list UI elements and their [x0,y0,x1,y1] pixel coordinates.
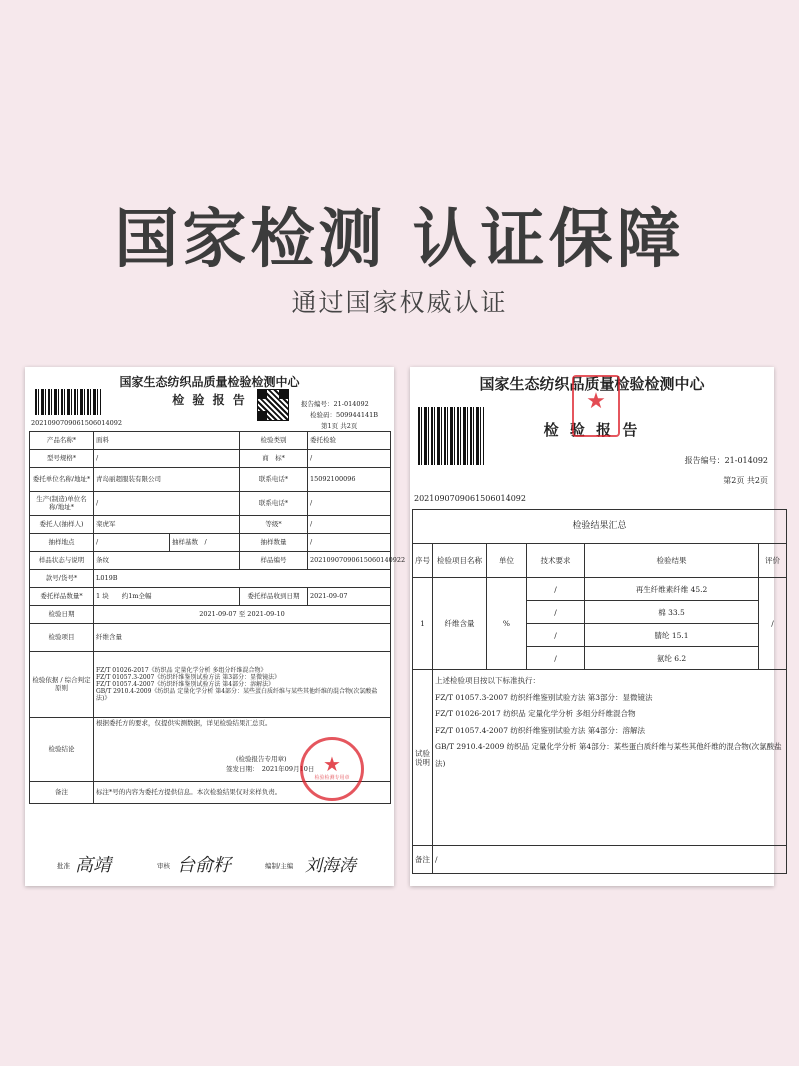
cell-value: / [308,516,391,534]
report1-report-no: 报告编号：21-014092 [301,400,369,408]
cell-label: 联系电话* [240,492,308,516]
qr-code [257,389,289,421]
cell-value: / [94,450,240,468]
report2-page: 第2页 共2页 [723,476,768,485]
cell-value: / [308,534,391,552]
barcode [418,407,484,465]
cell-value: / [308,492,391,516]
signature-approve: 高靖 [75,855,111,876]
red-seal [572,375,620,437]
label-text: 抽样基数 [172,537,198,546]
cell-value: 1 块 约1m全幅 [94,588,240,606]
cell-value: FZ/T 01026-2017《纺织品 定量化学分析 多组分纤维混合物》 FZ/T 01057.3-2007《纺织纤维鉴别试验方法 第3部分：显微镜法》 FZ/T 01057.4-2007《纺织纤维鉴别试验方法 第4部分：溶解法》 GB/T 2910.4-2009《纺织品 定量化学分析 第4部分：某些蛋白质纤维与某些其他纤维的混合物(次氯酸盐法)》 [94,652,391,718]
report1-serial: 2021090709061506014092 [31,419,122,427]
result-value: 再生纤维素纤维 45.2 [585,578,759,601]
notes-label: 试验说明 [413,670,433,846]
result-value: 棉 33.5 [585,601,759,624]
cell-value: 委托检验 [308,432,391,450]
cell-value: 条纹 [94,552,240,570]
cell-value: 15092100096 [308,468,391,492]
row-item: 纤维含量 [433,578,487,670]
signature-review: 台俞籽 [177,855,231,876]
report2-report-no: 报告编号：21-014092 [684,456,768,465]
cell-label: 备注 [30,782,94,804]
row-evaluation: / [759,578,787,670]
value-text: / [204,537,207,546]
cell-label: 款号/货号* [30,570,94,588]
cell-value: 2021-09-07 [308,588,391,606]
report1-check-code: 检验码：509944141B [310,411,378,419]
result-value: 腈纶 15.1 [585,624,759,647]
star-icon: ★ [586,389,606,414]
cell-label: 抽样地点 [30,534,94,552]
cell-label: 检验依据 / 综合判定原则 [30,652,94,718]
report-page-1 [25,367,406,886]
remark-label: 备注 [413,846,433,874]
summary-title: 检验结果汇总 [413,510,787,544]
cell-label: 样品编号 [240,552,308,570]
remark-value: / [433,846,787,874]
cell-label: 型号规格* [30,450,94,468]
cell-value: 标注*号的内容为委托方提供信息。本次检验结果仅对来样负责。 [94,782,391,804]
result-requirement: / [527,647,585,670]
cell-label: 检验项目 [30,624,94,652]
conclusion-text: 根据委托方的要求，仅提供实测数据，详见检验结果汇总页。 [96,719,272,727]
banner-subtitle: 通过国家权威认证 [291,288,508,317]
header-no: 序号 [413,544,433,578]
report2-serial: 2021090709061506014092 [414,494,526,503]
report2-org: 国家生态纺织品质量检验检测中心 [479,375,705,393]
approve-label: 批准 [57,862,70,870]
cell-label: 检验日期 [30,606,94,624]
row-unit: % [487,578,527,670]
report1-page: 第1页 共2页 [321,422,358,430]
results-table [412,509,787,874]
cell-label: 委托样品收到日期 [240,588,308,606]
seal-text: 检验检测专用章 [314,775,350,781]
notes-text: 上述检验项目按以下标准执行： FZ/T 01057.3-2007 纺织纤维鉴别试验方法 第3部分：显微镜法 FZ/T 01026-2017 纺织品 定量化学分析 多组分纤维混合物 FZ/T 01057.4-2007 纺织纤维鉴别试验方法 第4部分：溶解法 GB/T 2910.4-2009 纺织品 定量化学分析 第4部分：某些蛋白质纤维与某些其他纤维的混合物(次氯酸盐法) [433,670,787,846]
cell-value: 2021-09-07 至 2021-09-10 [94,606,391,624]
row-no: 1 [413,578,433,670]
header-result: 检验结果 [585,544,759,578]
result-requirement: / [527,601,585,624]
cell-value: 青岛丽超服装有限公司 [94,468,240,492]
cell-label: 检验类别 [240,432,308,450]
star-icon: ★ [323,752,341,776]
barcode [35,389,101,415]
issue-date: 签发日期： 2021年09月10日 [226,764,315,773]
report-page-2 [410,367,782,886]
cell-label: 联系电话* [240,468,308,492]
seal-note: (检验报告专用章) [236,754,287,763]
official-seal [300,737,364,801]
cell-label: 样品状态与说明 [30,552,94,570]
cell-value: 20210907090615060140922 [308,552,391,570]
cell-label: 抽样数量 [240,534,308,552]
result-requirement: / [527,578,585,601]
banner-title: 国家检测 认证保障 [114,203,685,277]
cell-value: 面料 [94,432,240,450]
result-requirement: / [527,624,585,647]
compile-label: 编制/主编 [265,862,294,870]
cell-label: 商 标* [240,450,308,468]
report1-org: 国家生态纺织品质量检验检测中心 [119,375,300,389]
cell-value: 栾虎军 [94,516,240,534]
cell-value: / [94,492,240,516]
cell-label: 检验结论 [30,718,94,782]
report2-title: 检 验 报 告 [543,421,641,439]
header-item: 检验项目名称 [433,544,487,578]
cell-label [170,534,240,552]
cell-label: 产品名称* [30,432,94,450]
signature-compile: 刘海涛 [305,856,356,876]
cell-label: 生产(制造)单位名称/地址* [30,492,94,516]
header-evaluation: 评价 [759,544,787,578]
cell-value: / [94,534,170,552]
cell-label: 等级* [240,516,308,534]
cell-value: 纤维含量 [94,624,391,652]
review-label: 审核 [157,862,170,870]
cell-label: 委托样品数量* [30,588,94,606]
cell-label: 委托人(抽样人) [30,516,94,534]
cell-value: / [308,450,391,468]
result-value: 氨纶 6.2 [585,647,759,670]
header-requirement: 技术要求 [527,544,585,578]
cell-value: L019B [94,570,391,588]
cell-label: 委托单位名称/地址* [30,468,94,492]
header-unit: 单位 [487,544,527,578]
report1-title: 检 验 报 告 [172,393,247,407]
